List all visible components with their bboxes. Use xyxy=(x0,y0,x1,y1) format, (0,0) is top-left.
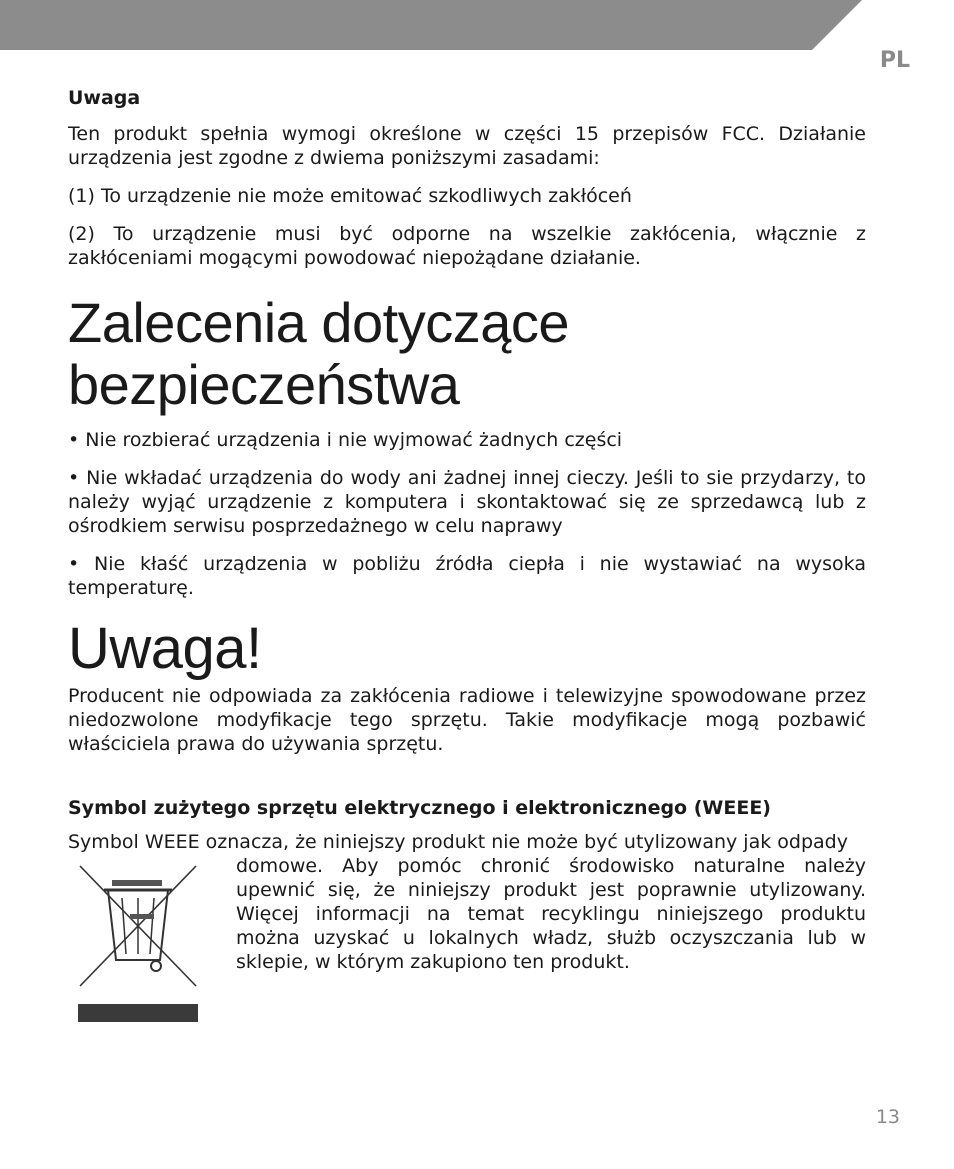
weee-heading: Symbol zużytego sprzętu elektrycznego i elektronicznego (WEEE) xyxy=(68,797,771,819)
warning-title: Uwaga! xyxy=(68,616,262,681)
page-number: 13 xyxy=(875,1106,900,1128)
language-label: PL xyxy=(879,48,910,73)
fcc-paragraph-1: Ten produkt spełnia wymogi określone w części 15 przepisów FCC. Działanie urządzenia jest zgodne z dwiema poniższymi zasadami: xyxy=(68,123,866,169)
fcc-paragraph-2: (1) To urządzenie nie może emitować szkodliwych zakłóceń xyxy=(68,185,632,207)
safety-item: • Nie kłaść urządzenia w pobliżu źródła ciepła i nie wystawiać na wysoka temperaturę. xyxy=(68,553,866,599)
safety-item: • Nie wkładać urządzenia do wody ani żadnej innej cieczy. Jeśli to sie przydarzy, to należy wyjąć urządzenie z komputera i skontaktować się ze sprzedawcą lub z ośrodkiem serwisu posprzedażnego w celu naprawy xyxy=(68,467,866,537)
warning-text: Producent nie odpowiada za zakłócenia radiowe i telewizyjne spowodowane przez niedozwolone modyfikacje tego sprzętu. Takie modyfikacje mogą pozbawić właściciela prawa do używania sprzętu. xyxy=(68,685,866,755)
crossed-out-wheelie-bin-icon xyxy=(76,862,200,1022)
safety-title: Zalecenia dotyczące bezpieczeństwa xyxy=(68,291,570,416)
header-bar xyxy=(0,0,954,50)
fcc-paragraph-3: (2) To urządzenie musi być odporne na wszelkie zakłócenia, włącznie z zakłóceniami mogącymi powodować niepożądane działanie. xyxy=(68,223,866,269)
page-content xyxy=(68,86,866,1054)
weee-first-line: Symbol WEEE oznacza, że niniejszy produkt nie może być utylizowany jak odpady xyxy=(68,831,848,853)
fcc-heading: Uwaga xyxy=(68,87,141,109)
weee-section xyxy=(68,854,866,1054)
weee-text: domowe. Aby pomóc chronić środowisko naturalne należy upewnić się, że niniejszy produkt jest poprawnie utylizowany. Więcej informacji na temat recyklingu niniejszego produktu można uzyskać u lokalnych władz, służb oczyszczania lub w sklepie, w którym zakupiono ten produkt. xyxy=(236,855,866,973)
safety-item: • Nie rozbierać urządzenia i nie wyjmować żadnych części xyxy=(68,429,623,451)
